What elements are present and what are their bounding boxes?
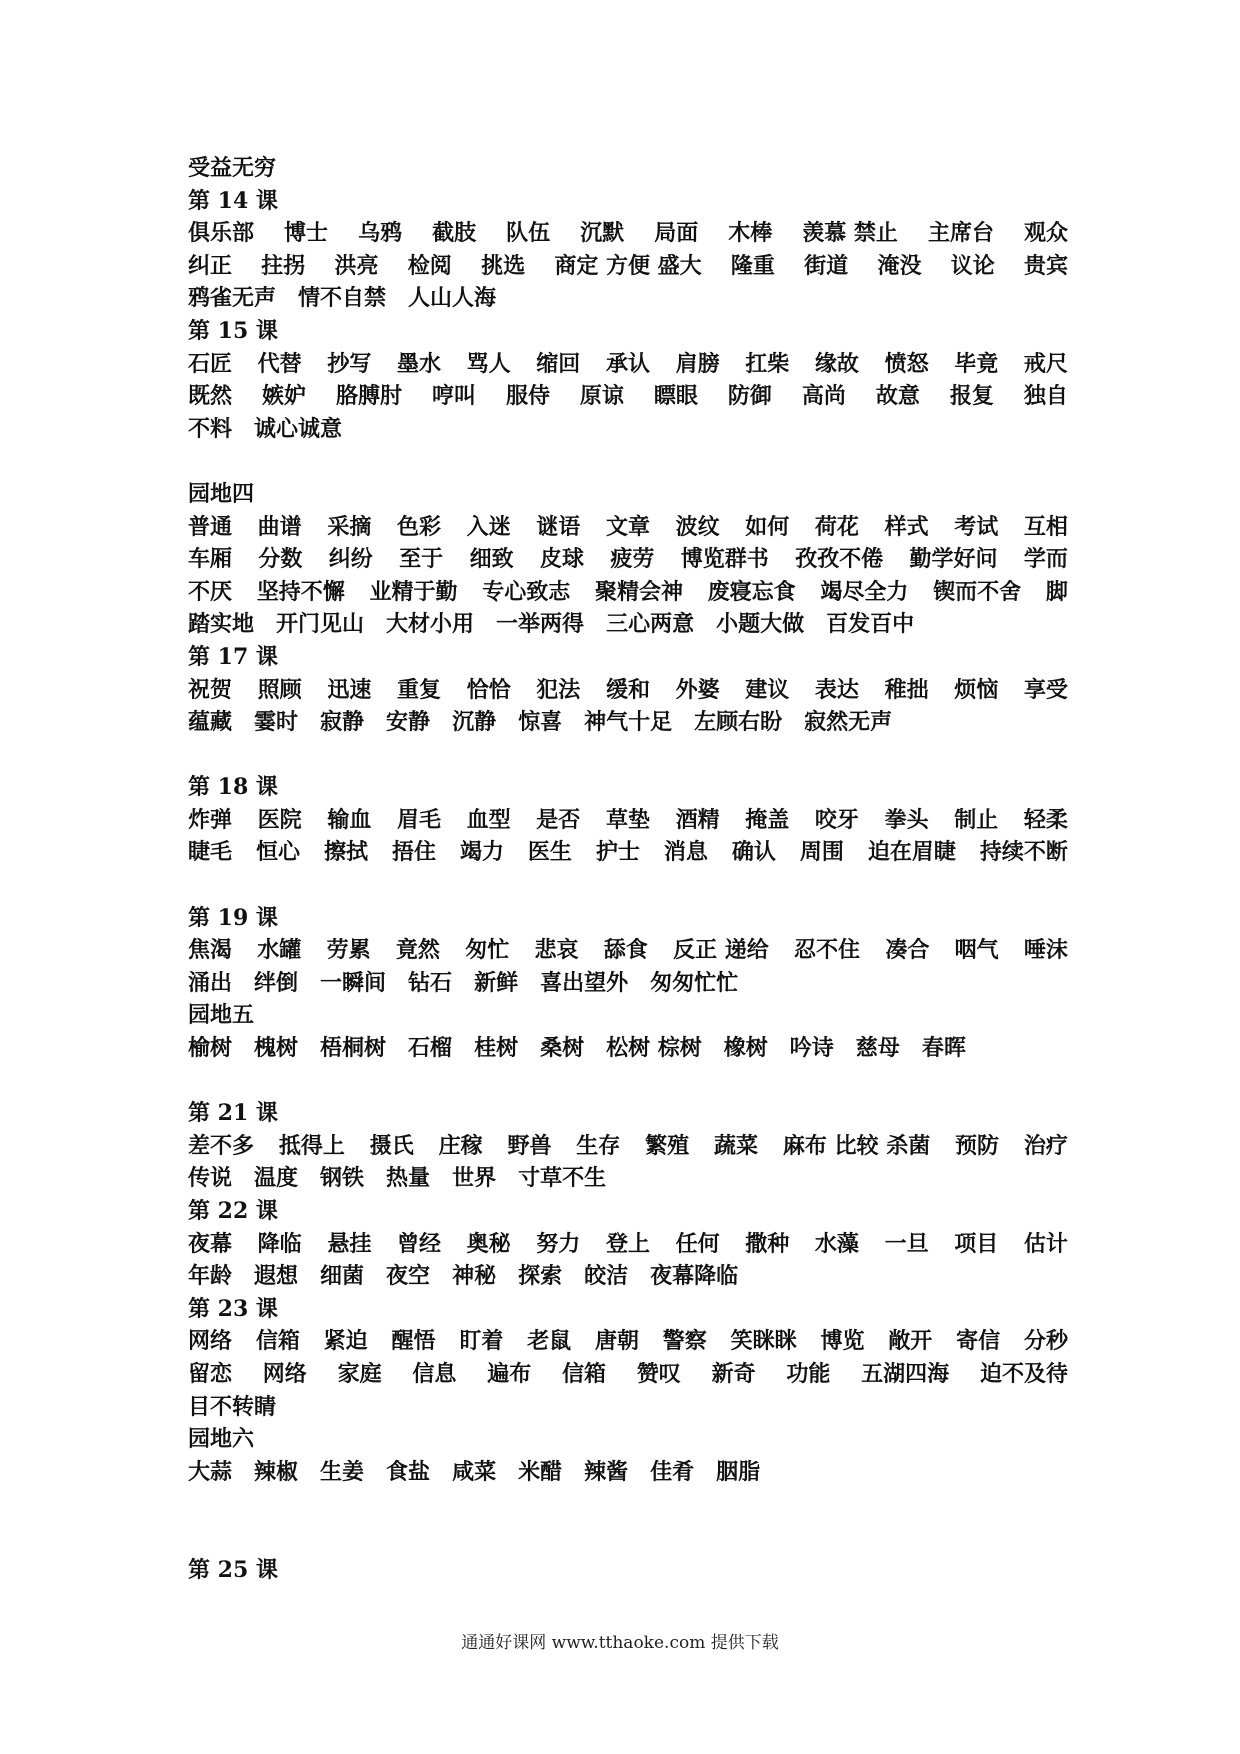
blank-line: [188, 1488, 1068, 1553]
vocab-word: 承认: [605, 350, 650, 377]
vocab-word: 坚持不懈: [256, 578, 345, 605]
vocab-word: 持续不断: [979, 839, 1068, 866]
word-line: [188, 706, 1068, 739]
vocab-word: 锲而不舍: [933, 578, 1022, 605]
vocab-word: 一旦: [884, 1230, 929, 1257]
section-heading: 园地四: [188, 480, 255, 507]
vocab-word: 大材小用: [386, 611, 475, 638]
vocab-word: 表达: [814, 676, 859, 703]
vocab-word: 博览: [820, 1328, 865, 1355]
vocab-word: 重复: [396, 676, 441, 703]
vocab-word: 慈母: [855, 1035, 900, 1062]
vocab-word: 荷花: [814, 513, 859, 540]
section-heading: 第 21 课: [188, 1100, 278, 1127]
vocab-word: 谜语: [536, 513, 581, 540]
vocab-word: 春晖: [921, 1035, 966, 1062]
vocab-word: 钢铁: [320, 1165, 365, 1192]
vocab-word: 入迷: [466, 513, 511, 540]
vocab-word: 炸弹: [188, 806, 233, 833]
vocab-word: 撒种: [745, 1230, 790, 1257]
vocab-word: 截肢: [432, 220, 477, 247]
vocab-word: 酒精: [675, 806, 720, 833]
vocab-word: 是否: [536, 806, 581, 833]
vocab-word: 高尚: [801, 383, 846, 410]
section-heading: 第 22 课: [188, 1198, 278, 1224]
word-line: [188, 250, 1068, 283]
vocab-word: 输血: [327, 806, 372, 833]
vocab-word: 差不多: [188, 1132, 255, 1159]
vocab-word: 奥秘: [466, 1230, 511, 1257]
vocab-word: 独自: [1023, 383, 1068, 410]
vocab-word: 缩回: [536, 350, 581, 377]
vocab-word: 沉静: [452, 709, 497, 736]
vocab-word: 鸦雀无声: [188, 285, 277, 312]
vocab-word: 踏实地: [188, 611, 255, 638]
vocab-word: 护士: [595, 839, 640, 866]
vocab-word: 制止: [954, 806, 999, 833]
vocab-word: 淹没: [877, 252, 922, 279]
vocab-word: 五湖四海: [861, 1360, 950, 1387]
vocab-word: 俱乐部: [188, 220, 255, 247]
section-heading: 第 23 课: [188, 1295, 278, 1322]
vocab-word: 霎时: [254, 709, 299, 736]
vocab-word: 项目: [954, 1230, 999, 1257]
vocab-word: 检阅: [407, 252, 452, 279]
vocab-word: 警察: [662, 1328, 707, 1355]
word-line: [188, 1325, 1068, 1358]
vocab-word: 劳累: [326, 937, 371, 964]
vocab-word: 废寝忘食: [707, 578, 796, 605]
vocab-word: 恒心: [255, 839, 300, 866]
vocab-word: 神秘: [452, 1263, 497, 1290]
vocab-word: 至于: [399, 546, 444, 573]
vocab-word: 抵得上: [278, 1132, 345, 1159]
vocab-word: 迫不及待: [979, 1360, 1068, 1387]
vocab-word: 擦拭: [323, 839, 368, 866]
vocab-word: 蕴藏: [188, 709, 233, 736]
vocab-word: 分数: [258, 546, 303, 573]
vocab-word: 降临: [257, 1230, 302, 1257]
vocab-word: 摄氏: [369, 1132, 414, 1159]
vocab-word: 哼叫: [431, 383, 476, 410]
vocab-word: 享受: [1023, 676, 1068, 703]
vocab-word: 不厌: [188, 578, 233, 605]
vocab-word: 一举两得: [496, 611, 585, 638]
vocab-word: 代替: [257, 350, 302, 377]
vocab-word: 轻柔: [1023, 806, 1068, 833]
vocab-word: 毕竟: [954, 350, 999, 377]
vocab-word: 钻石: [408, 969, 453, 996]
vocab-word: 佳肴: [650, 1458, 695, 1485]
vocab-word: 周围: [799, 839, 844, 866]
word-line: [188, 576, 1068, 609]
vocab-word: 肩膀: [675, 350, 720, 377]
vocab-word: 探索: [518, 1263, 563, 1290]
vocab-word: 信息: [412, 1360, 457, 1387]
word-line: [188, 348, 1068, 381]
word-line: [188, 1456, 1068, 1489]
vocab-word: 确认: [731, 839, 776, 866]
vocab-word: 人山人海: [408, 285, 497, 312]
vocab-word: 街道: [804, 252, 849, 279]
vocab-word: 缓和: [605, 676, 650, 703]
vocab-word: 烦恼: [954, 676, 999, 703]
section-heading: 园地六: [188, 1426, 255, 1453]
vocab-word: 涌出: [188, 969, 233, 996]
vocab-word: 功能: [786, 1360, 831, 1387]
word-line: [188, 1130, 1068, 1163]
vocab-word: 开门见山: [276, 611, 365, 638]
vocab-word: 皎洁: [584, 1263, 629, 1290]
vocab-word: 繁殖: [645, 1132, 690, 1159]
page-footer: 通通好课网 www.tthaoke.com 提供下载: [461, 1633, 779, 1653]
vocab-word: 惊喜: [518, 709, 563, 736]
vocab-word: 乌鸦: [358, 220, 403, 247]
vocab-word: 小题大做: [716, 611, 805, 638]
vocab-word: 车厢: [188, 546, 233, 573]
vocab-word: 凑合: [885, 937, 930, 964]
vocab-word: 竭力: [459, 839, 504, 866]
word-line: [188, 608, 1068, 641]
vocab-word: 敞开: [888, 1328, 933, 1355]
vocab-word: 稚拙: [884, 676, 929, 703]
vocab-word: 眉毛: [396, 806, 441, 833]
vocab-word: 墨水: [396, 350, 441, 377]
vocab-word: 细菌: [320, 1263, 365, 1290]
vocab-word: 寂静: [320, 709, 365, 736]
word-line: [188, 1032, 1068, 1065]
vocab-word: 采摘: [327, 513, 372, 540]
vocab-word: 估计: [1023, 1230, 1068, 1257]
vocab-word: 考试: [954, 513, 999, 540]
vocab-word: 专心致志: [482, 578, 571, 605]
vocab-word: 信箱: [561, 1360, 606, 1387]
vocab-word: 原谅: [579, 383, 624, 410]
vocab-word: 温度: [254, 1165, 299, 1192]
vocab-word: 夜空: [386, 1263, 431, 1290]
vocab-word: 新鲜: [474, 969, 519, 996]
vocab-word: 年龄: [188, 1263, 233, 1290]
vocab-word: 报复: [949, 383, 994, 410]
vocab-word: 遍布: [487, 1360, 532, 1387]
vocab-word: 蔬菜: [714, 1132, 759, 1159]
vocab-word: 辣椒: [254, 1458, 299, 1485]
vocab-word: 醒悟: [391, 1328, 436, 1355]
vocab-word: 迫在眉睫: [867, 839, 956, 866]
section-heading: 第 15 课: [188, 317, 278, 344]
vocab-word: 队伍: [506, 220, 551, 247]
vocab-word: 迅速: [327, 676, 372, 703]
vocab-word: 百发百中: [826, 611, 915, 638]
vocab-word: 文章: [605, 513, 650, 540]
vocab-word: 咬牙: [814, 806, 859, 833]
vocab-word: 努力: [536, 1230, 581, 1257]
vocab-word: 博士: [284, 220, 329, 247]
vocab-word: 骂人: [466, 350, 511, 377]
vocab-word: 样式: [884, 513, 929, 540]
vocab-word: 网络: [262, 1360, 307, 1387]
vocab-word: 三心两意: [606, 611, 695, 638]
vocab-word: 新奇: [711, 1360, 756, 1387]
vocab-word: 老鼠: [527, 1328, 572, 1355]
vocab-word: 橡树: [723, 1035, 768, 1062]
vocab-word: 故意: [875, 383, 920, 410]
vocab-word: 任何: [675, 1230, 720, 1257]
vocab-word: 嫉妒: [261, 383, 306, 410]
vocab-word: 戒尺: [1023, 350, 1068, 377]
vocab-word: 既然: [188, 383, 233, 410]
word-line: [188, 380, 1068, 413]
vocab-word: 隆重: [730, 252, 775, 279]
vocab-word: 外婆: [675, 676, 720, 703]
vocab-word: 草垫: [605, 806, 650, 833]
vocab-word: 喜出望外: [540, 969, 629, 996]
vocab-word: 舔食: [603, 937, 648, 964]
vocab-word: 掩盖: [745, 806, 790, 833]
vocab-word: 赞叹: [636, 1360, 681, 1387]
vocab-word: 祝贺: [188, 676, 233, 703]
word-line: [188, 1358, 1068, 1391]
vocab-word: 服侍: [505, 383, 550, 410]
vocab-word: 水罐: [257, 937, 302, 964]
vocab-word: 竭尽全力: [820, 578, 909, 605]
vocab-word: 犯法: [536, 676, 581, 703]
vocab-word: 悲哀: [534, 937, 579, 964]
section-heading: 第 14 课: [188, 187, 278, 214]
vocab-word: 神气十足: [584, 709, 673, 736]
vocab-word: 匆匆忙忙: [650, 969, 739, 996]
vocab-word: 竟然: [395, 937, 440, 964]
vocab-word: 抄写: [327, 350, 372, 377]
vocab-word: 笑眯眯: [730, 1328, 797, 1355]
vocab-word: 博览群书: [680, 546, 769, 573]
vocab-word: 匆忙: [465, 937, 510, 964]
vocab-word: 情不自禁: [298, 285, 387, 312]
vocab-word: 咽气: [954, 937, 999, 964]
vocab-word: 盯着: [459, 1328, 504, 1355]
vocab-word: 焦渴: [188, 937, 233, 964]
vocab-word: 观众: [1023, 220, 1068, 247]
vocab-word: 梧桐树: [320, 1035, 387, 1062]
vocab-word: 羡慕 禁止: [802, 220, 898, 247]
vocab-word: 业精于勤: [369, 578, 458, 605]
vocab-word: 信箱: [255, 1328, 300, 1355]
vocab-word: 细致: [469, 546, 514, 573]
vocab-word: 生姜: [320, 1458, 365, 1485]
vocab-word: 疲劳: [610, 546, 655, 573]
vocab-word: 夜幕: [188, 1230, 233, 1257]
vocab-word: 左顾右盼: [694, 709, 783, 736]
vocab-word: 野兽: [507, 1132, 552, 1159]
vocab-word: 聚精会神: [594, 578, 683, 605]
vocab-word: 石匠: [188, 350, 233, 377]
word-line: [188, 804, 1068, 837]
vocab-word: 寸草不生: [518, 1165, 607, 1192]
vocab-word: 勤学好问: [909, 546, 998, 573]
vocab-word: 扛柴: [745, 350, 790, 377]
vocab-word: 商定 方便 盛大: [554, 252, 702, 279]
vocab-word: 消息: [663, 839, 708, 866]
vocab-word: 唾沫: [1023, 937, 1068, 964]
section-heading: 第 19 课: [188, 904, 278, 931]
word-line: [188, 413, 1068, 446]
section-heading: 第 18 课: [188, 774, 278, 801]
word-line: [188, 217, 1068, 250]
vocab-word: 桂树: [474, 1035, 519, 1062]
word-line: [188, 543, 1068, 576]
word-line: [188, 934, 1068, 967]
vocab-word: 安静: [386, 709, 431, 736]
section-heading: 受益无穷: [188, 155, 277, 181]
word-line: [188, 1228, 1068, 1261]
vocab-word: 食盐: [386, 1458, 431, 1485]
vocab-word: 石榴: [408, 1035, 453, 1062]
vocab-word: 照顾: [257, 676, 302, 703]
vocab-word: 睫毛: [188, 839, 233, 866]
vocab-word: 胳膊肘: [335, 383, 402, 410]
vocab-word: 纠正: [188, 252, 233, 279]
vocab-word: 登上: [605, 1230, 650, 1257]
word-line: [188, 674, 1068, 707]
vocab-word: 愤怒: [884, 350, 929, 377]
vocab-word: 留恋: [188, 1360, 233, 1387]
blank-line: [188, 739, 1068, 772]
vocab-word: 水藻: [814, 1230, 859, 1257]
vocab-word: 分秒: [1023, 1328, 1068, 1355]
vocab-word: 一瞬间: [320, 969, 387, 996]
vocab-word: 松树 棕树: [606, 1035, 702, 1062]
vocab-word: 波纹: [675, 513, 720, 540]
vocab-word: 世界: [452, 1165, 497, 1192]
vocab-word: 紧迫: [323, 1328, 368, 1355]
vocab-word: 辣酱: [584, 1458, 629, 1485]
vocab-word: 沉默: [580, 220, 625, 247]
vocab-word: 咸菜: [452, 1458, 497, 1485]
vocab-word: 主席台: [927, 220, 994, 247]
vocab-word: 医院: [257, 806, 302, 833]
vocab-word: 脚: [1045, 578, 1068, 605]
word-line: [188, 1260, 1068, 1293]
vocab-word: 拄拐: [261, 252, 306, 279]
vocab-word: 捂住: [391, 839, 436, 866]
vocab-word: 米醋: [518, 1458, 563, 1485]
vocab-word: 吟诗: [789, 1035, 834, 1062]
vocab-word: 贵宾: [1023, 252, 1068, 279]
vocab-word: 网络: [188, 1328, 233, 1355]
word-line: [188, 511, 1068, 544]
vocab-word: 榆树: [188, 1035, 233, 1062]
vocab-word: 防御: [727, 383, 772, 410]
vocab-word: 大蒜: [188, 1458, 233, 1485]
vocab-word: 绊倒: [254, 969, 299, 996]
vocab-word: 庄稼: [438, 1132, 483, 1159]
vocab-word: 忍不住: [794, 937, 861, 964]
vocab-word: 槐树: [254, 1035, 299, 1062]
vocab-word: 纠纷: [328, 546, 373, 573]
vocab-word: 桑树: [540, 1035, 585, 1062]
vocab-word: 建议: [745, 676, 790, 703]
vocab-word: 普通: [188, 513, 233, 540]
vocabulary-list: [188, 152, 1068, 1586]
blank-line: [188, 445, 1068, 478]
section-heading: 目不转睛: [188, 1393, 277, 1420]
vocab-word: 寂然无声: [804, 709, 893, 736]
vocab-word: 挑选: [481, 252, 526, 279]
section-heading: 第 25 课: [188, 1556, 278, 1583]
vocab-word: 胭脂: [716, 1458, 761, 1485]
vocab-word: 曾经: [396, 1230, 441, 1257]
vocab-word: 预防: [955, 1132, 1000, 1159]
vocab-word: 血型: [466, 806, 511, 833]
vocab-word: 夜幕降临: [650, 1263, 739, 1290]
vocab-word: 孜孜不倦: [795, 546, 884, 573]
word-line: [188, 836, 1068, 869]
vocab-word: 反正 递给: [673, 937, 769, 964]
vocab-word: 生存: [576, 1132, 621, 1159]
vocab-word: 不料: [188, 415, 233, 442]
vocab-word: 如何: [745, 513, 790, 540]
blank-line: [188, 869, 1068, 902]
vocab-word: 热量: [386, 1165, 431, 1192]
section-heading: 第 17 课: [188, 643, 278, 670]
vocab-word: 家庭: [337, 1360, 382, 1387]
vocab-word: 皮球: [539, 546, 584, 573]
vocab-word: 木棒: [728, 220, 773, 247]
vocab-word: 唐朝: [594, 1328, 639, 1355]
word-line: [188, 1162, 1068, 1195]
vocab-word: 曲谱: [257, 513, 302, 540]
vocab-word: 学而: [1023, 546, 1068, 573]
section-heading: 园地五: [188, 1002, 255, 1029]
vocab-word: 色彩: [396, 513, 441, 540]
blank-line: [188, 1065, 1068, 1098]
vocab-word: 恰恰: [466, 676, 511, 703]
vocab-word: 洪亮: [334, 252, 379, 279]
vocab-word: 医生: [527, 839, 572, 866]
vocab-word: 遐想: [254, 1263, 299, 1290]
word-line: [188, 967, 1068, 1000]
vocab-word: 局面: [654, 220, 699, 247]
vocab-word: 诚心诚意: [254, 415, 343, 442]
vocab-word: 麻布 比较 杀菌: [782, 1132, 931, 1159]
vocab-word: 议论: [950, 252, 995, 279]
vocab-word: 瞟眼: [653, 383, 698, 410]
vocab-word: 传说: [188, 1165, 233, 1192]
vocab-word: 悬挂: [327, 1230, 372, 1257]
word-line: [188, 282, 1068, 315]
vocab-word: 缘故: [814, 350, 859, 377]
vocab-word: 互相: [1023, 513, 1068, 540]
vocab-word: 寄信: [956, 1328, 1001, 1355]
vocab-word: 治疗: [1023, 1132, 1068, 1159]
vocab-word: 拳头: [884, 806, 929, 833]
